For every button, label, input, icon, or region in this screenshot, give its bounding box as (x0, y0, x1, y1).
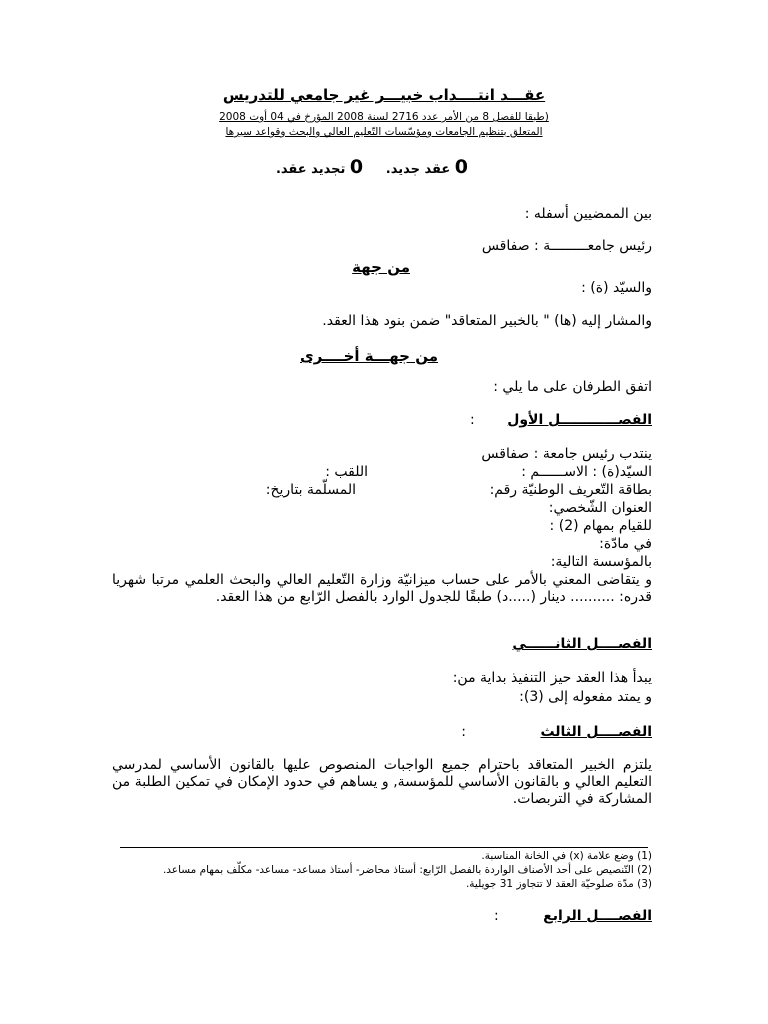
agreement-line: اتفق الطرفان على ما يلي : (493, 379, 652, 395)
referred-line: والمشار إليه (ها) " بالخبير المتعاقد" ضمن بنود هذا العقد. (322, 313, 652, 329)
article-one-duties-field: للقيام بمهام (2) : (549, 518, 652, 534)
from-side-one: من جهة (352, 258, 410, 276)
article-one-heading-row (470, 412, 652, 428)
document-subtitle-line-1: (طبقا للفصل 8 من الأمر عدد 2716 لسنة 2008 المؤرخ في 04 أوت 2008 (219, 111, 549, 123)
article-one-name-field: السيّد(ة) : الاســــــم : (521, 464, 652, 480)
renewal-contract-checkbox[interactable]: 0 (349, 156, 364, 178)
footnote-1: (1) وضع علامة (x) في الخانة المناسبة. (481, 850, 652, 862)
article-one-surname-field: اللقب : (325, 464, 368, 480)
article-two-heading: الفصــــل الثانــــــي (512, 636, 652, 652)
footnote-divider (120, 847, 648, 848)
mister-line: والسيّد (ة) : (581, 280, 652, 296)
between-line: بين الممضيين أسفله : (524, 206, 652, 222)
new-contract-label: عقد جديد. (385, 162, 451, 177)
article-three-colon: : (461, 724, 466, 740)
article-one-colon: : (470, 412, 475, 428)
new-contract-checkbox[interactable]: 0 (454, 156, 468, 178)
footnote-3: (3) مدّة صلوحيّة العقد لا تتجاوز 31 جويلية. (465, 878, 652, 890)
article-three-heading: الفصــــل الثالث (540, 724, 652, 740)
article-one-id-date-field: المسلّمة بتاريخ: (265, 482, 356, 498)
footnote-2: (2) التّنصيص على أحد الأصناف الواردة بالفصل الرّابع: أستاذ محاضر- أستاذ مساعد- مساعد- مكلّف بمهام مساعد. (162, 864, 652, 876)
article-one-line-1: ينتدب رئيس جامعة : صفاقس (481, 446, 652, 462)
article-one-address-field: العنوان الشّخصي: (548, 500, 652, 516)
document-subtitle-line-2: المتعلق بتنظيم الجامعات ومؤسّسات التّعليم العالي والبحث وقواعد سيرها (225, 126, 543, 138)
article-one-subject-field: في مادّة: (599, 536, 652, 552)
article-one-id-field: بطاقة التّعريف الوطنيّة رقم: (489, 482, 652, 498)
article-three-paragraph: يلتزم الخبير المتعاقد باحترام جميع الواجبات المنصوص عليها بالقانون الأساسي لمدرسي التعليم العالي و بالقانون الأساسي للمؤسسة, و يساهم في حدود الإمكان في تمكين الطلبة من المشاركة في التربصات. (112, 757, 652, 807)
article-one-institution-field: بالمؤسسة التالية: (550, 554, 652, 570)
article-four-heading-row (494, 908, 652, 924)
article-three-heading-row (461, 724, 652, 740)
article-two-start-line: يبدأ هذا العقد حيز التنفيذ بداية من: (452, 670, 652, 686)
article-four-colon: : (494, 908, 499, 924)
renewal-contract-label: تجديد عقد. (275, 162, 346, 177)
university-president-line: رئيس جامعـــــــــة : صفاقس (481, 238, 652, 254)
article-two-end-line: و يمتد مفعوله إلى (3): (519, 689, 652, 705)
from-side-two: من جهـــة أخــــرى (300, 347, 438, 365)
article-four-heading: الفصــــل الرابع (543, 908, 652, 924)
article-one-heading: الفصــــــــــــل الأول (507, 412, 652, 428)
document-title: عقـــد انتــــداب خبيـــر غير جامعي للتدريس (222, 86, 546, 104)
contract-type-choice (276, 156, 468, 178)
article-one-salary-paragraph: و يتقاضى المعني بالأمر على حساب ميزانيّة وزارة التّعليم العالي والبحث العلمي مرتبا شهريا قدره: .......... دينار (.....د) طبقًا للجدول الوارد بالفصل الرّابع من هذا العقد. (112, 572, 652, 605)
